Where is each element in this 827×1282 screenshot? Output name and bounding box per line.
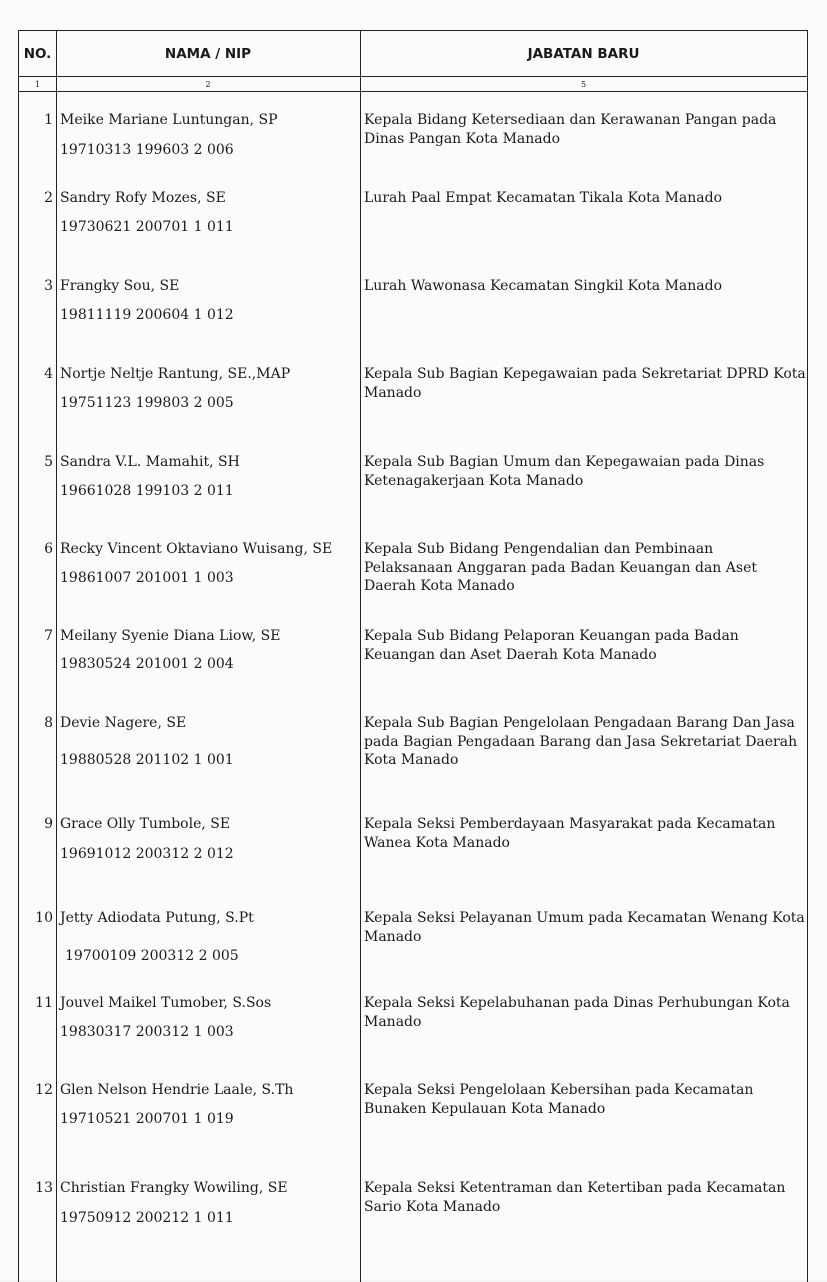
- new-position: Kepala Sub Bidang Pengendalian dan Pembinaan Pelaksanaan Anggaran pada Badan Keuangan dan Aset Daerah Kota Manado: [364, 541, 757, 594]
- employee-nip: 19880528 201102 1 001: [60, 752, 234, 768]
- employee-name: Recky Vincent Oktaviano Wuisang, SE: [60, 541, 333, 557]
- employee-name: Grace Olly Tumbole, SE: [60, 816, 231, 832]
- index-no: 1: [34, 79, 41, 89]
- row-number: 8: [44, 715, 53, 731]
- new-position: Kepala Seksi Kepelabuhanan pada Dinas Perhubungan Kota Manado: [364, 995, 790, 1030]
- index-divider: [19, 91, 807, 92]
- new-position: Kepala Seksi Pengelolaan Kebersihan pada Kecamatan Bunaken Kepulauan Kota Manado: [364, 1082, 754, 1117]
- employee-nip: 19830317 200312 1 003: [60, 1024, 234, 1040]
- employee-name: Sandra V.L. Mamahit, SH: [60, 454, 240, 470]
- header-nama-nip: NAMA / NIP: [164, 45, 252, 62]
- employee-nip: 19710313 199603 2 006: [60, 142, 234, 158]
- employee-nip: 19730621 200701 1 011: [60, 219, 234, 235]
- index-nama: 2: [205, 79, 211, 89]
- index-jabatan: 5: [580, 79, 587, 89]
- employee-nip: 19751123 199803 2 005: [60, 395, 234, 411]
- row-number: 4: [44, 366, 53, 382]
- column-divider-no: [56, 31, 57, 1282]
- new-position: Kepala Sub Bagian Kepegawaian pada Sekretariat DPRD Kota Manado: [364, 366, 806, 401]
- employee-name: Meike Mariane Luntungan, SP: [60, 112, 278, 128]
- new-position: Kepala Seksi Pelayanan Umum pada Kecamatan Wenang Kota Manado: [364, 910, 805, 945]
- column-divider-nama: [360, 31, 361, 1282]
- employee-nip: 19811119 200604 1 012: [60, 307, 234, 323]
- employee-nip: 19691012 200312 2 012: [60, 846, 234, 862]
- employee-name: Frangky Sou, SE: [60, 278, 180, 294]
- employee-name: Nortje Neltje Rantung, SE.,MAP: [60, 366, 291, 382]
- row-number: 1: [44, 112, 53, 128]
- employee-nip: 19861007 201001 1 003: [60, 570, 234, 586]
- employee-name: Jetty Adiodata Putung, S.Pt: [60, 910, 254, 926]
- row-number: 7: [44, 628, 53, 644]
- row-number: 9: [44, 816, 53, 832]
- new-position: Lurah Paal Empat Kecamatan Tikala Kota Manado: [364, 190, 723, 206]
- employee-nip: 19830524 201001 2 004: [60, 656, 234, 672]
- row-number: 13: [35, 1180, 53, 1196]
- employee-name: Devie Nagere, SE: [60, 715, 187, 731]
- new-position: Kepala Sub Bagian Umum dan Kepegawaian pada Dinas Ketenagakerjaan Kota Manado: [364, 454, 765, 489]
- header-no: NO.: [23, 45, 52, 62]
- personnel-table: [18, 30, 808, 1282]
- row-number: 11: [35, 995, 53, 1011]
- new-position: Kepala Seksi Pemberdayaan Masyarakat pada Kecamatan Wanea Kota Manado: [364, 816, 776, 851]
- row-number: 6: [44, 541, 53, 557]
- new-position: Lurah Wawonasa Kecamatan Singkil Kota Manado: [364, 278, 723, 294]
- row-number: 5: [44, 454, 53, 470]
- employee-nip: 19661028 199103 2 011: [60, 483, 234, 499]
- employee-nip: 19710521 200701 1 019: [60, 1111, 234, 1127]
- row-number: 3: [44, 278, 53, 294]
- employee-nip: 19750912 200212 1 011: [60, 1210, 234, 1226]
- row-number: 12: [35, 1082, 53, 1098]
- new-position: Kepala Sub Bidang Pelaporan Keuangan pada Badan Keuangan dan Aset Daerah Kota Manado: [364, 628, 739, 663]
- new-position: Kepala Bidang Ketersediaan dan Kerawanan Pangan pada Dinas Pangan Kota Manado: [364, 112, 777, 147]
- new-position: Kepala Seksi Ketentraman dan Ketertiban pada Kecamatan Sario Kota Manado: [364, 1180, 786, 1215]
- employee-nip: 19700109 200312 2 005: [65, 948, 239, 964]
- employee-name: Jouvel Maikel Tumober, S.Sos: [60, 995, 272, 1011]
- employee-name: Glen Nelson Hendrie Laale, S.Th: [60, 1082, 294, 1098]
- employee-name: Meilany Syenie Diana Liow, SE: [60, 628, 281, 644]
- row-number: 10: [35, 910, 53, 926]
- row-number: 2: [44, 190, 53, 206]
- header-jabatan-baru: JABATAN BARU: [527, 45, 640, 62]
- employee-name: Christian Frangky Wowiling, SE: [60, 1180, 288, 1196]
- new-position: Kepala Sub Bagian Pengelolaan Pengadaan Barang Dan Jasa pada Bagian Pengadaan Barang dan Jasa Sekretariat Daerah Kota Manado: [364, 715, 798, 768]
- employee-name: Sandry Rofy Mozes, SE: [60, 190, 226, 206]
